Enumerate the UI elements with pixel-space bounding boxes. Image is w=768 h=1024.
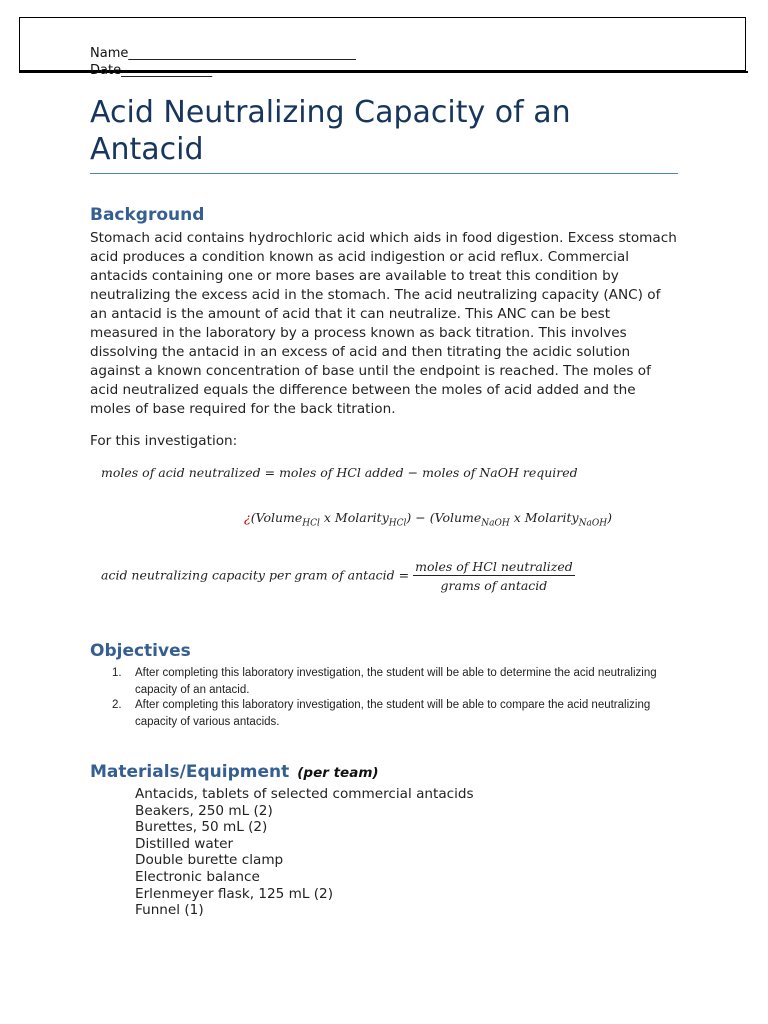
eq2-sub-hcl-2: HCl [388, 518, 407, 529]
eq2-sub-naoh-2: NaOH [578, 518, 608, 529]
objective-text: After completing this laboratory investigation, the student will be able to determine the acid neutralizing capacity of an antacid. [135, 667, 657, 696]
list-item: Double burette clamp [135, 852, 284, 869]
equation-moles-neutralized: moles of acid neutralized = moles of HCl added − moles of NaOH required [101, 465, 578, 480]
eq2-mid1: x Molarity [319, 510, 389, 525]
objective-number: 2. [112, 699, 122, 711]
page-title: Acid Neutralizing Capacity of an Antacid [90, 95, 571, 167]
equation-anc-per-gram [101, 559, 575, 593]
objective-item [90, 697, 670, 731]
list-item: Burettes, 50 mL (2) [135, 819, 268, 836]
eq3-fraction [413, 559, 575, 593]
list-item: Funnel (1) [135, 902, 204, 919]
list-item: Erlenmeyer flask, 125 mL (2) [135, 885, 334, 902]
background-paragraph: Stomach acid contains hydrochloric acid which aids in food digestion. Excess stomach acid produces a condition known as acid indigestion or acid reflux. Commercial antacids containing one or more bases are available to treat this condition by neutralizing the excess acid in the stomach. The acid neutralizing capacity (ANC) of an antacid is the amount of acid that it can neutralize. This ANC can be best measured in the laboratory by a process known as back titration. This involves dissolving the antacid in an excess of acid and then titrating the acidic solution against a known concentration of base until the endpoint is reached. The moles of acid neutralized equals the difference between the moles of acid added and the moles of base required for the back titration. [90, 230, 677, 417]
list-item: Distilled water [135, 835, 234, 852]
title-divider [90, 173, 678, 174]
list-item: Beakers, 250 mL (2) [135, 802, 273, 819]
date-field[interactable]: Date______________ [90, 63, 213, 78]
eq3-denominator: grams of antacid [440, 578, 548, 593]
eq2-sub-hcl-1: HCl [302, 518, 320, 529]
materials-note: (per team) [297, 765, 379, 781]
objective-text: After completing this laboratory investigation, the student will be able to compare the acid neutralizing capacity of various antacids. [135, 699, 651, 728]
eq3-numerator: moles of HCl neutralized [415, 559, 573, 574]
list-item: Electronic balance [135, 868, 260, 885]
equation-glyph: ¿ [244, 510, 251, 525]
name-field[interactable]: Name___________________________________ [90, 46, 356, 61]
eq3-lhs: acid neutralizing capacity per gram of antacid = [101, 567, 410, 583]
objective-number: 1. [112, 667, 122, 679]
equation-volume-molarity [244, 510, 612, 529]
materials-heading-label: Materials/Equipment [90, 762, 290, 782]
list-item: Antacids, tablets of selected commercial antacids [135, 786, 474, 802]
eq2-mid2: x Molarity [509, 510, 579, 525]
objectives-list [90, 665, 670, 731]
materials-list [135, 786, 474, 919]
eq2-close: ) [607, 510, 612, 525]
eq2-open1: (Volume [250, 510, 303, 525]
objectives-heading: Objectives [90, 641, 191, 661]
eq2-minus: ) − (Volume [406, 510, 482, 525]
objective-item [90, 665, 670, 699]
background-heading: Background [90, 205, 205, 225]
materials-heading [90, 762, 379, 782]
eq2-sub-naoh-1: NaOH [481, 518, 510, 529]
investigation-intro: For this investigation: [90, 433, 238, 449]
